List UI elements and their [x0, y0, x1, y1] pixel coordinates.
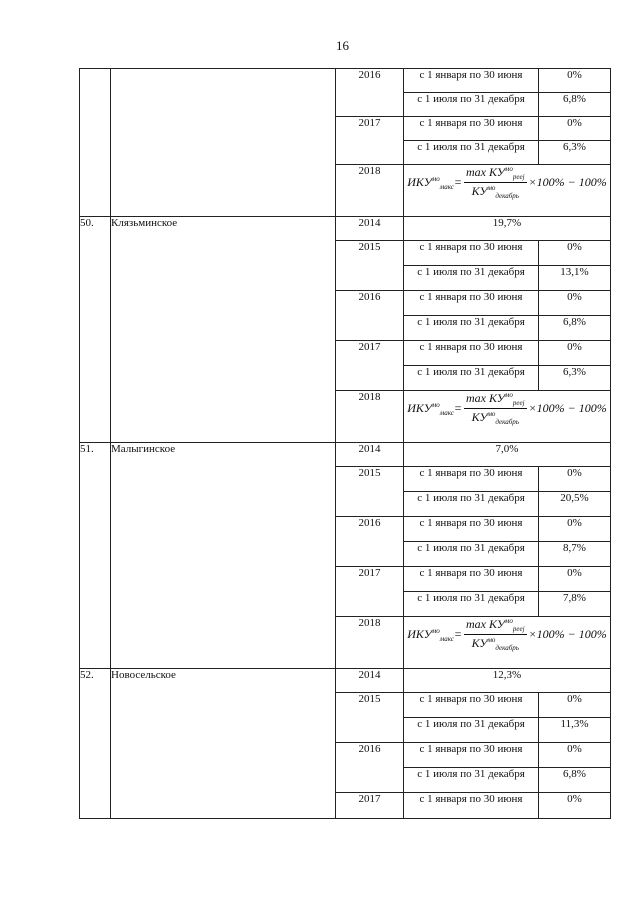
formula-den-sub: декабрь — [495, 192, 519, 200]
formula-lhs — [407, 401, 454, 417]
year-cell: 2018 — [336, 165, 404, 217]
value-cell: 0% — [539, 69, 611, 93]
year-cell: 2018 — [336, 391, 404, 443]
formula-num-sub: peej — [512, 625, 525, 633]
period-cell: с 1 июля по 31 декабря — [404, 366, 539, 391]
value-cell: 0% — [539, 341, 611, 366]
period-cell: с 1 января по 30 июня — [404, 291, 539, 316]
value-cell: 6,8% — [539, 316, 611, 341]
year-cell: 2014 — [336, 443, 404, 467]
formula-lhs-sub: макс — [439, 408, 454, 417]
period-cell: с 1 июля по 31 декабря — [404, 718, 539, 743]
formula-den-main: КУ — [471, 410, 488, 424]
index-formula — [404, 391, 610, 426]
value-cell: 6,3% — [539, 141, 611, 165]
year-cell: 2014 — [336, 669, 404, 693]
value-cell: 11,3% — [539, 718, 611, 743]
formula-lhs-sup: мо — [431, 400, 440, 409]
value-cell: 8,7% — [539, 542, 611, 567]
formula-equals: = — [453, 175, 462, 189]
period-cell: с 1 января по 30 июня — [404, 567, 539, 592]
formula-numerator — [464, 165, 527, 183]
formula-den-sup: мо — [487, 636, 496, 644]
formula-fraction — [464, 165, 527, 200]
entry-number: 50. — [80, 217, 111, 443]
formula-num-sup: мо — [504, 617, 513, 625]
base-value-cell: 7,0% — [404, 443, 611, 467]
period-cell: с 1 июля по 31 декабря — [404, 141, 539, 165]
value-cell: 0% — [539, 793, 611, 819]
formula-equals: = — [453, 401, 462, 415]
page-number: 16 — [336, 38, 349, 53]
base-value-cell: 12,3% — [404, 669, 611, 693]
formula-equals: = — [453, 627, 462, 641]
value-cell: 7,8% — [539, 592, 611, 617]
year-cell: 2017 — [336, 793, 404, 819]
value-cell: 13,1% — [539, 266, 611, 291]
period-cell: с 1 января по 30 июня — [404, 341, 539, 366]
formula-lhs-sub: макс — [439, 634, 454, 643]
formula-lhs — [407, 627, 454, 643]
formula-num-main: max КУ — [466, 165, 505, 179]
formula-den-main: КУ — [471, 184, 488, 198]
table-row — [80, 69, 611, 93]
value-cell: 0% — [539, 693, 611, 718]
formula-num-sub: peej — [512, 399, 525, 407]
formula-den-sup: мо — [487, 410, 496, 418]
period-cell: с 1 июля по 31 декабря — [404, 492, 539, 517]
formula-fraction — [464, 391, 527, 426]
period-cell: с 1 января по 30 июня — [404, 743, 539, 768]
period-cell: с 1 января по 30 июня — [404, 693, 539, 718]
period-cell: с 1 января по 30 июня — [404, 117, 539, 141]
value-cell: 0% — [539, 743, 611, 768]
formula-lhs-sub: макс — [439, 182, 454, 191]
formula-denominator — [470, 635, 521, 652]
value-cell: 0% — [539, 467, 611, 492]
year-cell: 2016 — [336, 291, 404, 341]
entry-header-row — [80, 443, 611, 467]
value-cell: 0% — [539, 517, 611, 542]
year-cell: 2017 — [336, 341, 404, 391]
formula-numerator — [464, 617, 527, 635]
formula-lhs — [407, 175, 454, 191]
formula-lhs-main: ИКУ — [407, 626, 432, 641]
tariff-index-table — [79, 68, 611, 819]
year-cell: 2015 — [336, 467, 404, 517]
year-cell: 2018 — [336, 617, 404, 669]
value-cell: 20,5% — [539, 492, 611, 517]
entry-name: Новосельское — [111, 669, 336, 819]
formula-num-sup: мо — [504, 165, 513, 173]
formula-cell — [404, 165, 611, 217]
period-cell: с 1 июля по 31 декабря — [404, 592, 539, 617]
index-formula — [404, 617, 610, 652]
value-cell: 0% — [539, 291, 611, 316]
year-cell: 2017 — [336, 567, 404, 617]
number-cell — [80, 69, 111, 217]
formula-denominator — [470, 409, 521, 426]
formula-num-sup: мо — [504, 391, 513, 399]
value-cell: 0% — [539, 567, 611, 592]
period-cell: с 1 января по 30 июня — [404, 517, 539, 542]
name-cell — [111, 69, 336, 217]
formula-cell — [404, 391, 611, 443]
formula-tail: ×100% − 100% — [528, 627, 607, 641]
value-cell: 6,8% — [539, 93, 611, 117]
period-cell: с 1 июля по 31 декабря — [404, 542, 539, 567]
formula-lhs-main: ИКУ — [407, 400, 432, 415]
formula-num-main: max КУ — [466, 617, 505, 631]
value-cell: 6,8% — [539, 768, 611, 793]
entry-number: 51. — [80, 443, 111, 669]
value-cell: 0% — [539, 117, 611, 141]
period-cell: с 1 июля по 31 декабря — [404, 316, 539, 341]
period-cell: с 1 июля по 31 декабря — [404, 93, 539, 117]
index-formula — [404, 165, 610, 200]
year-cell: 2014 — [336, 217, 404, 241]
formula-fraction — [464, 617, 527, 652]
base-value-cell: 19,7% — [404, 217, 611, 241]
formula-den-sup: мо — [487, 184, 496, 192]
entry-number: 52. — [80, 669, 111, 819]
formula-num-sub: peej — [512, 173, 525, 181]
formula-den-sub: декабрь — [495, 644, 519, 652]
value-cell: 0% — [539, 241, 611, 266]
period-cell: с 1 января по 30 июня — [404, 69, 539, 93]
formula-tail: ×100% − 100% — [528, 175, 607, 189]
formula-den-main: КУ — [471, 636, 488, 650]
entry-name: Малыгинское — [111, 443, 336, 669]
period-cell: с 1 января по 30 июня — [404, 467, 539, 492]
formula-cell — [404, 617, 611, 669]
year-cell: 2016 — [336, 743, 404, 793]
year-cell: 2015 — [336, 693, 404, 743]
year-cell: 2016 — [336, 69, 404, 117]
formula-lhs-sup: мо — [431, 626, 440, 635]
entry-header-row — [80, 217, 611, 241]
formula-den-sub: декабрь — [495, 418, 519, 426]
year-cell: 2015 — [336, 241, 404, 291]
formula-denominator — [470, 183, 521, 200]
entry-header-row — [80, 669, 611, 693]
period-cell: с 1 июля по 31 декабря — [404, 266, 539, 291]
formula-num-main: max КУ — [466, 391, 505, 405]
period-cell: с 1 января по 30 июня — [404, 241, 539, 266]
formula-tail: ×100% − 100% — [528, 401, 607, 415]
year-cell: 2017 — [336, 117, 404, 165]
year-cell: 2016 — [336, 517, 404, 567]
period-cell: с 1 июля по 31 декабря — [404, 768, 539, 793]
entry-name: Клязьминское — [111, 217, 336, 443]
value-cell: 6,3% — [539, 366, 611, 391]
period-cell: с 1 января по 30 июня — [404, 793, 539, 819]
formula-numerator — [464, 391, 527, 409]
formula-lhs-main: ИКУ — [407, 174, 432, 189]
formula-lhs-sup: мо — [431, 174, 440, 183]
